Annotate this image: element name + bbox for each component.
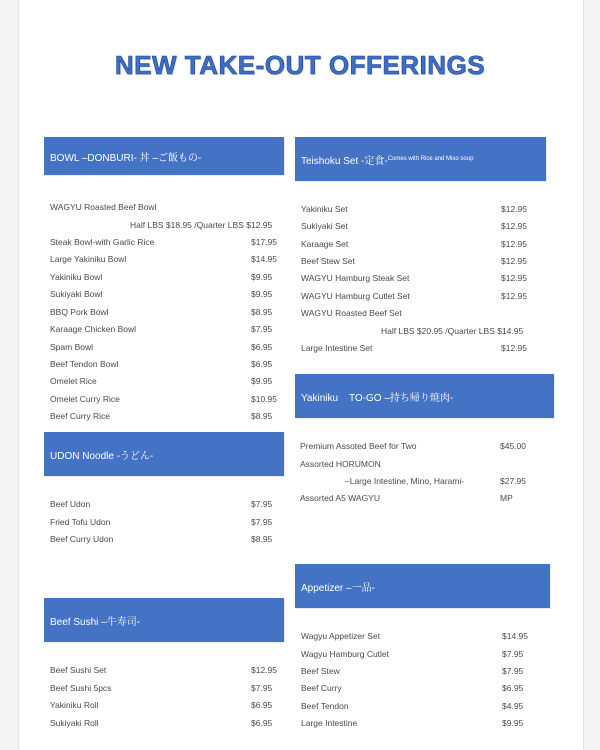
- section-header-bowl: [44, 137, 284, 175]
- section-header-udon-label: UDON Noodle -うどん-: [50, 450, 154, 462]
- menu-item-price: $6.95: [251, 718, 273, 728]
- menu-item-price: $6.95: [502, 683, 524, 693]
- menu-item-name: Assorted HORUMON: [300, 459, 381, 469]
- section-header-teishoku: [295, 137, 546, 181]
- section-header-yakiniku-label: Yakiniku TO-GO –持ち帰り焼肉-: [301, 392, 454, 404]
- menu-item-name: Beef Sushi Set: [50, 665, 107, 675]
- menu-item-name: Large Intestine: [301, 718, 358, 728]
- section-header-teishoku-label: Teishoku Set -定食-: [301, 155, 388, 167]
- menu-item-price: $12.95: [501, 291, 527, 301]
- section-header-bowl-label: BOWL –DONBURI- 丼 –ご飯もの-: [50, 152, 202, 164]
- menu-item-name: Beef Stew Set: [301, 256, 355, 266]
- section-header-yakiniku: [295, 374, 554, 418]
- menu-item-price: MP: [500, 493, 513, 503]
- menu-item-price: $9.95: [251, 289, 273, 299]
- menu-item-price: $6.95: [251, 359, 273, 369]
- menu-item-name: Sukiyaki Set: [301, 221, 348, 231]
- menu-item-price: $17.95: [251, 237, 277, 247]
- menu-item-name: Large Intestine Set: [301, 343, 373, 353]
- menu-item-price: $9.95: [251, 272, 273, 282]
- menu-item-name: Karaage Chicken Bowl: [50, 324, 136, 334]
- menu-item-name: Omelet Rice: [50, 376, 97, 386]
- menu-item-name: Beef Curry: [301, 683, 342, 693]
- menu-item-price: $7.95: [502, 666, 524, 676]
- menu-item-price: $14.95: [502, 631, 528, 641]
- menu-item-name: Karaage Set: [301, 239, 349, 249]
- menu-item-name: Half LBS $18.95 /Quarter LBS $12.95: [130, 220, 273, 230]
- menu-item-price: $7.95: [251, 517, 273, 527]
- section-header-beef-sushi-label: Beef Sushi –牛寿司-: [50, 616, 141, 628]
- menu-item-name: WAGYU Roasted Beef Set: [301, 308, 402, 318]
- menu-item-name: Assorted A5 WAGYU: [300, 493, 380, 503]
- menu-item-price: $6.95: [251, 700, 273, 710]
- menu-item-name: Omelet Curry Rice: [50, 394, 120, 404]
- menu-item-price: $14.95: [251, 254, 277, 264]
- menu-item-price: $8.95: [251, 411, 273, 421]
- menu-item-price: $10.95: [251, 394, 277, 404]
- menu-item-name: BBQ Pork Bowl: [50, 307, 109, 317]
- menu-item-name: Beef Tendon: [301, 701, 349, 711]
- menu-item-price: $9.95: [251, 376, 273, 386]
- menu-item-price: $4.95: [502, 701, 524, 711]
- menu-item-name: Sukiyaki Bowl: [50, 289, 103, 299]
- menu-item-name: Large Yakiniku Bowl: [50, 254, 127, 264]
- menu-item-price: $9.95: [502, 718, 524, 728]
- menu-item-name: Steak Bowl-with Garlic Rice: [50, 237, 155, 247]
- menu-item-name: Yakiniku Roll: [50, 700, 99, 710]
- menu-item-name: Premium Assoted Beef for Two: [300, 441, 417, 451]
- menu-item-price: $6.95: [251, 342, 273, 352]
- menu-item-price: $12.95: [501, 256, 527, 266]
- menu-item-name: –Large Intestine, Mino, Harami-: [345, 476, 465, 486]
- menu-item-price: $12.95: [501, 343, 527, 353]
- menu-item-price: $12.95: [501, 273, 527, 283]
- menu-item-price: $12.95: [501, 239, 527, 249]
- menu-item-name: Beef Sushi 5pcs: [50, 683, 112, 693]
- menu-item-name: Half LBS $20.95 /Quarter LBS $14.95: [381, 326, 524, 336]
- menu-item-name: WAGYU Hamburg Steak Set: [301, 273, 410, 283]
- section-header-appetizer: [295, 564, 550, 608]
- menu-item-name: Yakiniku Set: [301, 204, 348, 214]
- menu-item-price: $12.95: [501, 221, 527, 231]
- menu-item-name: Beef Udon: [50, 499, 91, 509]
- menu-item-name: Yakiniku Bowl: [50, 272, 103, 282]
- menu-item-name: Wagyu Appetizer Set: [301, 631, 381, 641]
- menu-item-name: WAGYU Roasted Beef Bowl: [50, 202, 157, 212]
- menu-item-price: $7.95: [502, 649, 524, 659]
- menu-item-price: $7.95: [251, 499, 273, 509]
- menu-item-name: Beef Curry Udon: [50, 534, 114, 544]
- menu-item-price: $12.95: [251, 665, 277, 675]
- menu-item-price: $7.95: [251, 324, 273, 334]
- menu-item-price: $8.95: [251, 534, 273, 544]
- menu-item-name: Beef Curry Rice: [50, 411, 110, 421]
- menu-item-name: Wagyu Hamburg Cutlet: [301, 649, 390, 659]
- section-header-beef-sushi: [44, 598, 284, 642]
- menu-item-price: $12.95: [501, 204, 527, 214]
- menu-item-name: WAGYU Hamburg Cutlet Set: [301, 291, 410, 301]
- menu-item-name: Beef Tendon Bowl: [50, 359, 119, 369]
- menu-item-name: Fried Tofu Udon: [50, 517, 111, 527]
- menu-item-name: Beef Stew: [301, 666, 340, 676]
- menu-title: NEW TAKE-OUT OFFERINGS: [114, 50, 486, 80]
- menu-item-name: Sukiyaki Roll: [50, 718, 99, 728]
- menu-item-name: Spam Bowl: [50, 342, 93, 352]
- menu-item-price: $7.95: [251, 683, 273, 693]
- menu-item-price: $45.00: [500, 441, 526, 451]
- section-header-teishoku-sub: Comes with Rice and Miso soup: [387, 156, 474, 162]
- menu-item-price: $27.95: [500, 476, 526, 486]
- menu-item-price: $8.95: [251, 307, 273, 317]
- section-header-udon: [44, 432, 284, 476]
- section-header-appetizer-label: Appetizer –一品-: [301, 582, 375, 594]
